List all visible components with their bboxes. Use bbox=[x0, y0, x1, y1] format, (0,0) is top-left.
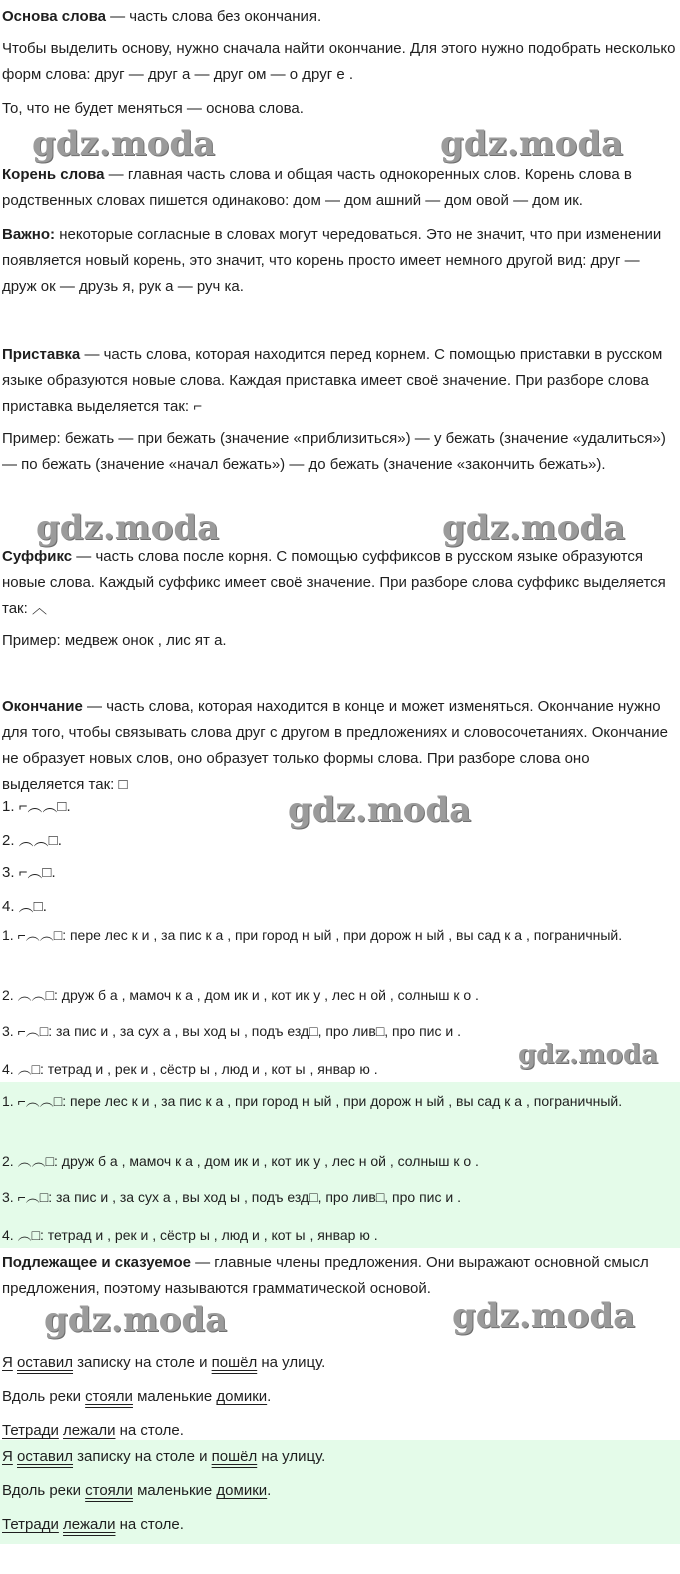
scheme-1: 1. ⌐︵︵□. bbox=[2, 798, 71, 815]
watermark: gdz.moda bbox=[288, 790, 472, 830]
sentence-1: Я оставил записку на столе и пошёл на улицу. bbox=[2, 1354, 326, 1371]
sentence-2: Вдоль реки стояли маленькие домики. bbox=[2, 1388, 272, 1405]
answer-2: 2. ︵︵□: друж б а , мамоч к а , дом ик и , кот ик у , лес н ой , солныш к о . bbox=[2, 987, 479, 1003]
watermark: gdz.moda bbox=[44, 1300, 228, 1340]
scheme-4: 4. ︵□. bbox=[2, 898, 47, 915]
osnova-p3: То, что не будет меняться — основа слова. bbox=[2, 100, 304, 117]
answer-3-highlighted: 3. ⌐︵□: за пис и , за сух а , вы ход ы , подъ езд□, про лив□, про пис и . bbox=[2, 1189, 461, 1205]
sentence-1-highlighted: Я оставил записку на столе и пошёл на улицу. bbox=[2, 1448, 326, 1465]
watermark: gdz.moda bbox=[32, 124, 216, 164]
watermark: gdz.moda bbox=[440, 124, 624, 164]
pristavka-example: Пример: бежать — при бежать (значение «приблизиться») — у бежать (значение «удалиться») — по бежать (значение «начал бежать») — до бежать (значение «закончить бежать»). bbox=[2, 430, 666, 473]
suffiks-example: Пример: медвеж онок , лис ят а. bbox=[2, 632, 227, 649]
scheme-3: 3. ⌐︵□. bbox=[2, 864, 56, 881]
answer-4-highlighted: 4. ︵□: тетрад и , рек и , сёстр ы , люд и , кот ы , январ ю . bbox=[2, 1227, 378, 1243]
scheme-2: 2. ︵︵□. bbox=[2, 832, 62, 849]
sentence-3-highlighted: Тетради лежали на столе. bbox=[2, 1516, 184, 1533]
suffiks-def: Суффикс — часть слова после корня. С помощью суффиксов в русском языке образуются новые слова. Каждый суффикс имеет своё значение. При разборе слова суффикс выделяется так: ︿ bbox=[2, 548, 666, 617]
watermark: gdz.moda bbox=[518, 1040, 659, 1070]
answer-4: 4. ︵□: тетрад и , рек и , сёстр ы , люд и , кот ы , январ ю . bbox=[2, 1061, 378, 1077]
answer-1-highlighted: 1. ⌐︵︵□: пере лес к и , за пис к а , при город н ый , при дорож н ый , вы сад к а , пограничный. bbox=[2, 1093, 623, 1109]
answer-1: 1. ⌐︵︵□: пере лес к и , за пис к а , при город н ый , при дорож н ый , вы сад к а , пограничный. bbox=[2, 927, 623, 943]
koren-important: Важно: некоторые согласные в словах могут чередоваться. Это не значит, что при изменении появляется новый корень, это значит, что корень просто имеет немного другой вид: друг — друж ок — друзь я, рук а — руч ка. bbox=[2, 226, 662, 295]
okonchanie-def: Окончание — часть слова, которая находится в конце и может изменяться. Окончание нужно для того, чтобы связывать слова друг с другом в предложениях и словосочетаниях. Окончание не образует новых слов, оно образует только формы слова. При разборе слова оно выделяется так: □ bbox=[2, 698, 668, 793]
podlezhashchee-def: Подлежащее и сказуемое — главные члены предложения. Они выражают основной смысл предложения, поэтому называются грамматической основой. bbox=[2, 1254, 649, 1297]
sentence-2-highlighted: Вдоль реки стояли маленькие домики. bbox=[2, 1482, 272, 1499]
answer-2-highlighted: 2. ︵︵□: друж б а , мамоч к а , дом ик и , кот ик у , лес н ой , солныш к о . bbox=[2, 1153, 479, 1169]
osnova-p2: Чтобы выделить основу, нужно сначала найти окончание. Для этого нужно подобрать несколько форм слова: друг — друг а — друг ом — о друг е . bbox=[2, 40, 676, 83]
osnova-def: Основа слова — часть слова без окончания. bbox=[2, 8, 322, 25]
watermark: gdz.moda bbox=[442, 508, 626, 548]
koren-def: Корень слова — главная часть слова и общая часть однокоренных слов. Корень слова в родственных словах пишется одинаково: дом — дом ашний — дом овой — дом ик. bbox=[2, 166, 632, 209]
sentence-3: Тетради лежали на столе. bbox=[2, 1422, 184, 1439]
watermark: gdz.moda bbox=[452, 1296, 636, 1336]
answer-3: 3. ⌐︵□: за пис и , за сух а , вы ход ы , подъ езд□, про лив□, про пис и . bbox=[2, 1023, 461, 1039]
pristavka-def: Приставка — часть слова, которая находится перед корнем. С помощью приставки в русском языке образуются новые слова. Каждая приставка имеет своё значение. При разборе слова приставка выделяется так: ⌐ bbox=[2, 346, 663, 415]
watermark: gdz.moda bbox=[36, 508, 220, 548]
